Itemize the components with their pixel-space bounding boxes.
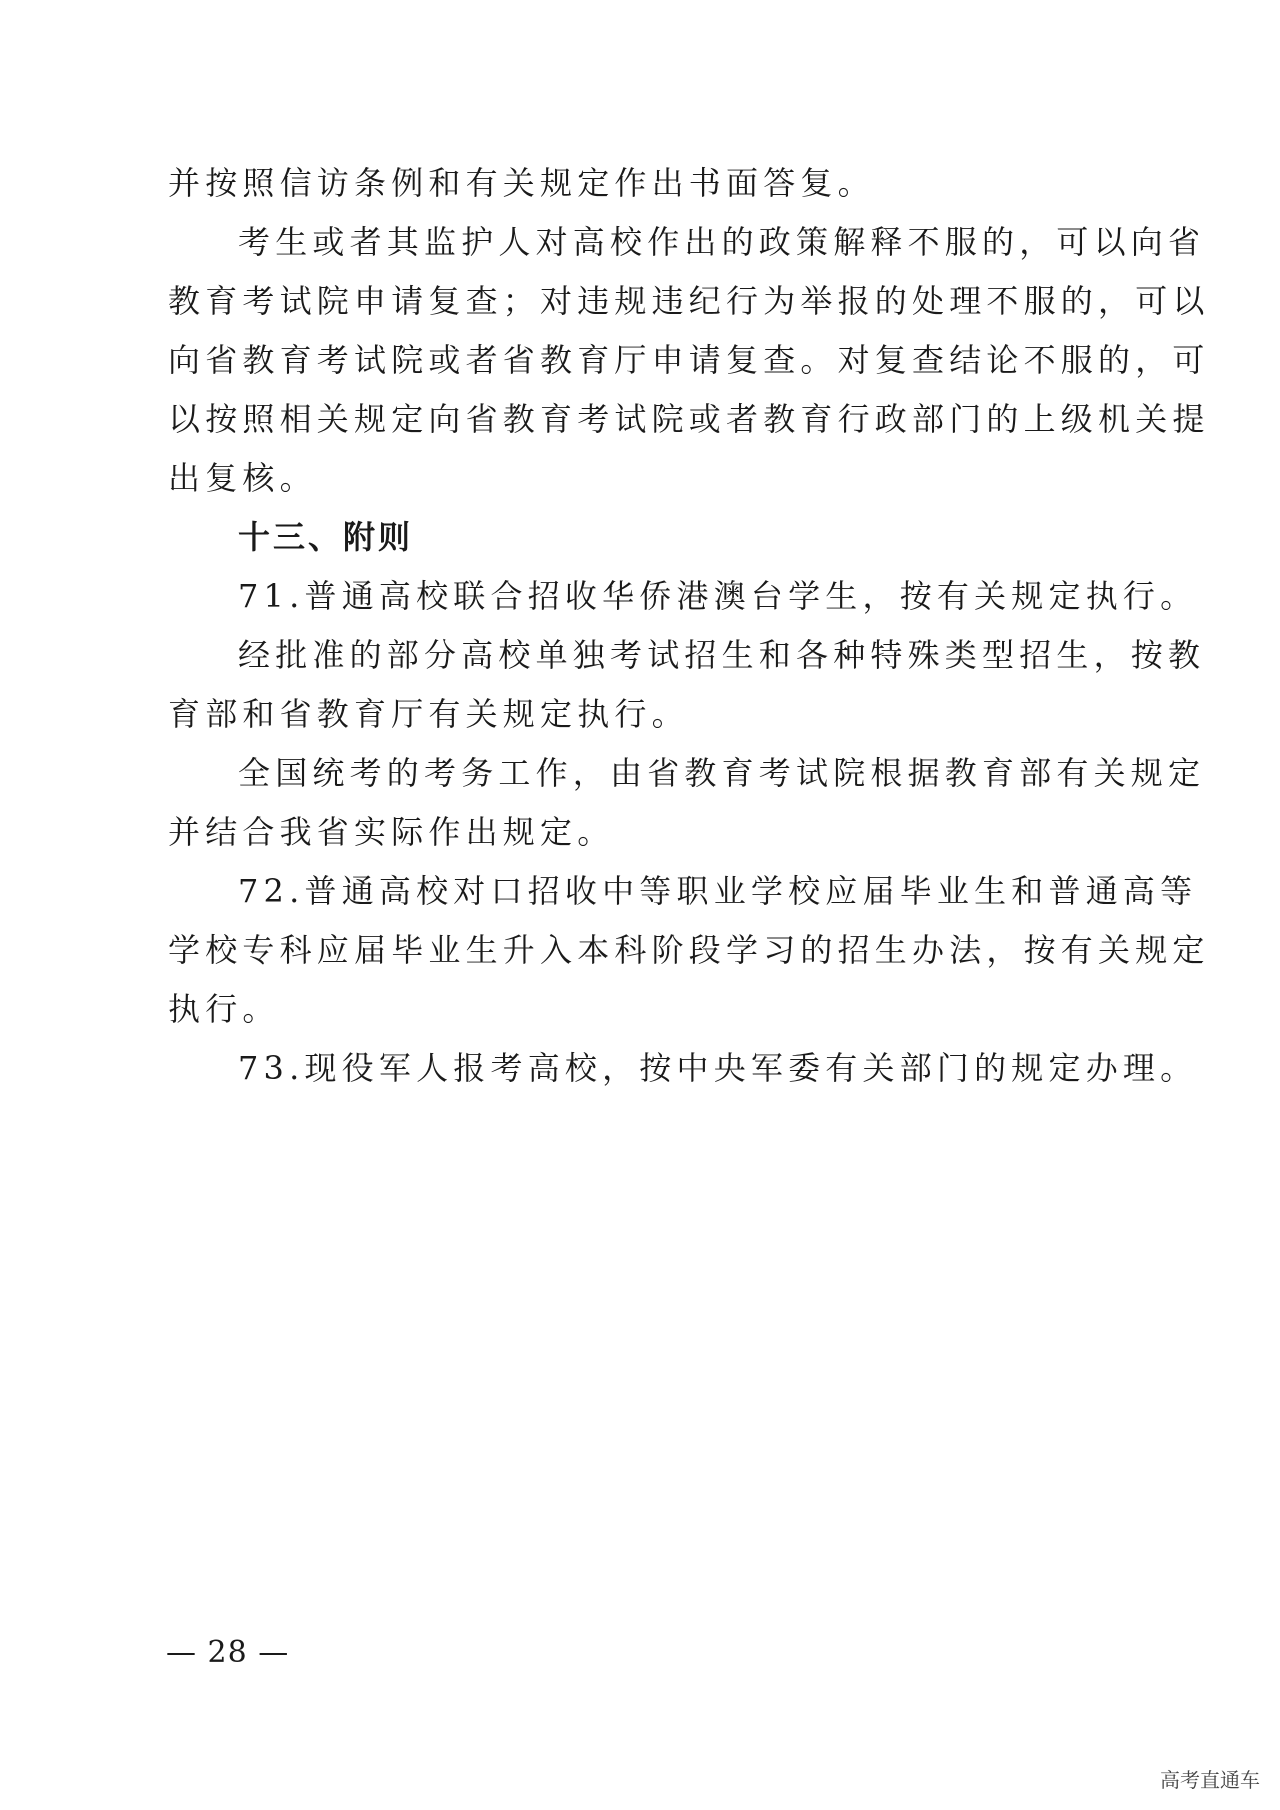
text-line: 向省教育考试院或者省教育厅申请复查。对复查结论不服的，可 (168, 341, 1210, 379)
text-line: 并按照信访条例和有关规定作出书面答复。 (168, 164, 875, 202)
text-line: 教育考试院申请复查；对违规违纪行为举报的处理不服的，可以 (168, 282, 1210, 320)
text-line: 学校专科应届毕业生升入本科阶段学习的招生办法，按有关规定 (168, 931, 1210, 969)
text-line: 考生或者其监护人对高校作出的政策解释不服的，可以向省 (238, 223, 1206, 261)
article-71-line: 71.普通高校联合招收华侨港澳台学生，按有关规定执行。 (238, 577, 1198, 615)
text-line: 执行。 (168, 990, 280, 1028)
watermark-text: 高考直通车 (1160, 1768, 1260, 1792)
article-72-line: 72.普通高校对口招收中等职业学校应届毕业生和普通高等 (238, 872, 1198, 910)
text-line: 全国统考的考务工作，由省教育考试院根据教育部有关规定 (238, 754, 1206, 792)
page-number: — 28 — (166, 1635, 290, 1670)
text-line: 育部和省教育厅有关规定执行。 (168, 695, 689, 733)
text-line: 并结合我省实际作出规定。 (168, 813, 615, 851)
text-line: 出复核。 (168, 459, 317, 497)
section-heading: 十三、附则 (238, 518, 414, 556)
article-73-line: 73.现役军人报考高校，按中央军委有关部门的规定办理。 (238, 1049, 1198, 1087)
text-line: 以按照相关规定向省教育考试院或者教育行政部门的上级机关提 (168, 400, 1210, 438)
text-line: 经批准的部分高校单独考试招生和各种特殊类型招生，按教 (238, 636, 1206, 674)
